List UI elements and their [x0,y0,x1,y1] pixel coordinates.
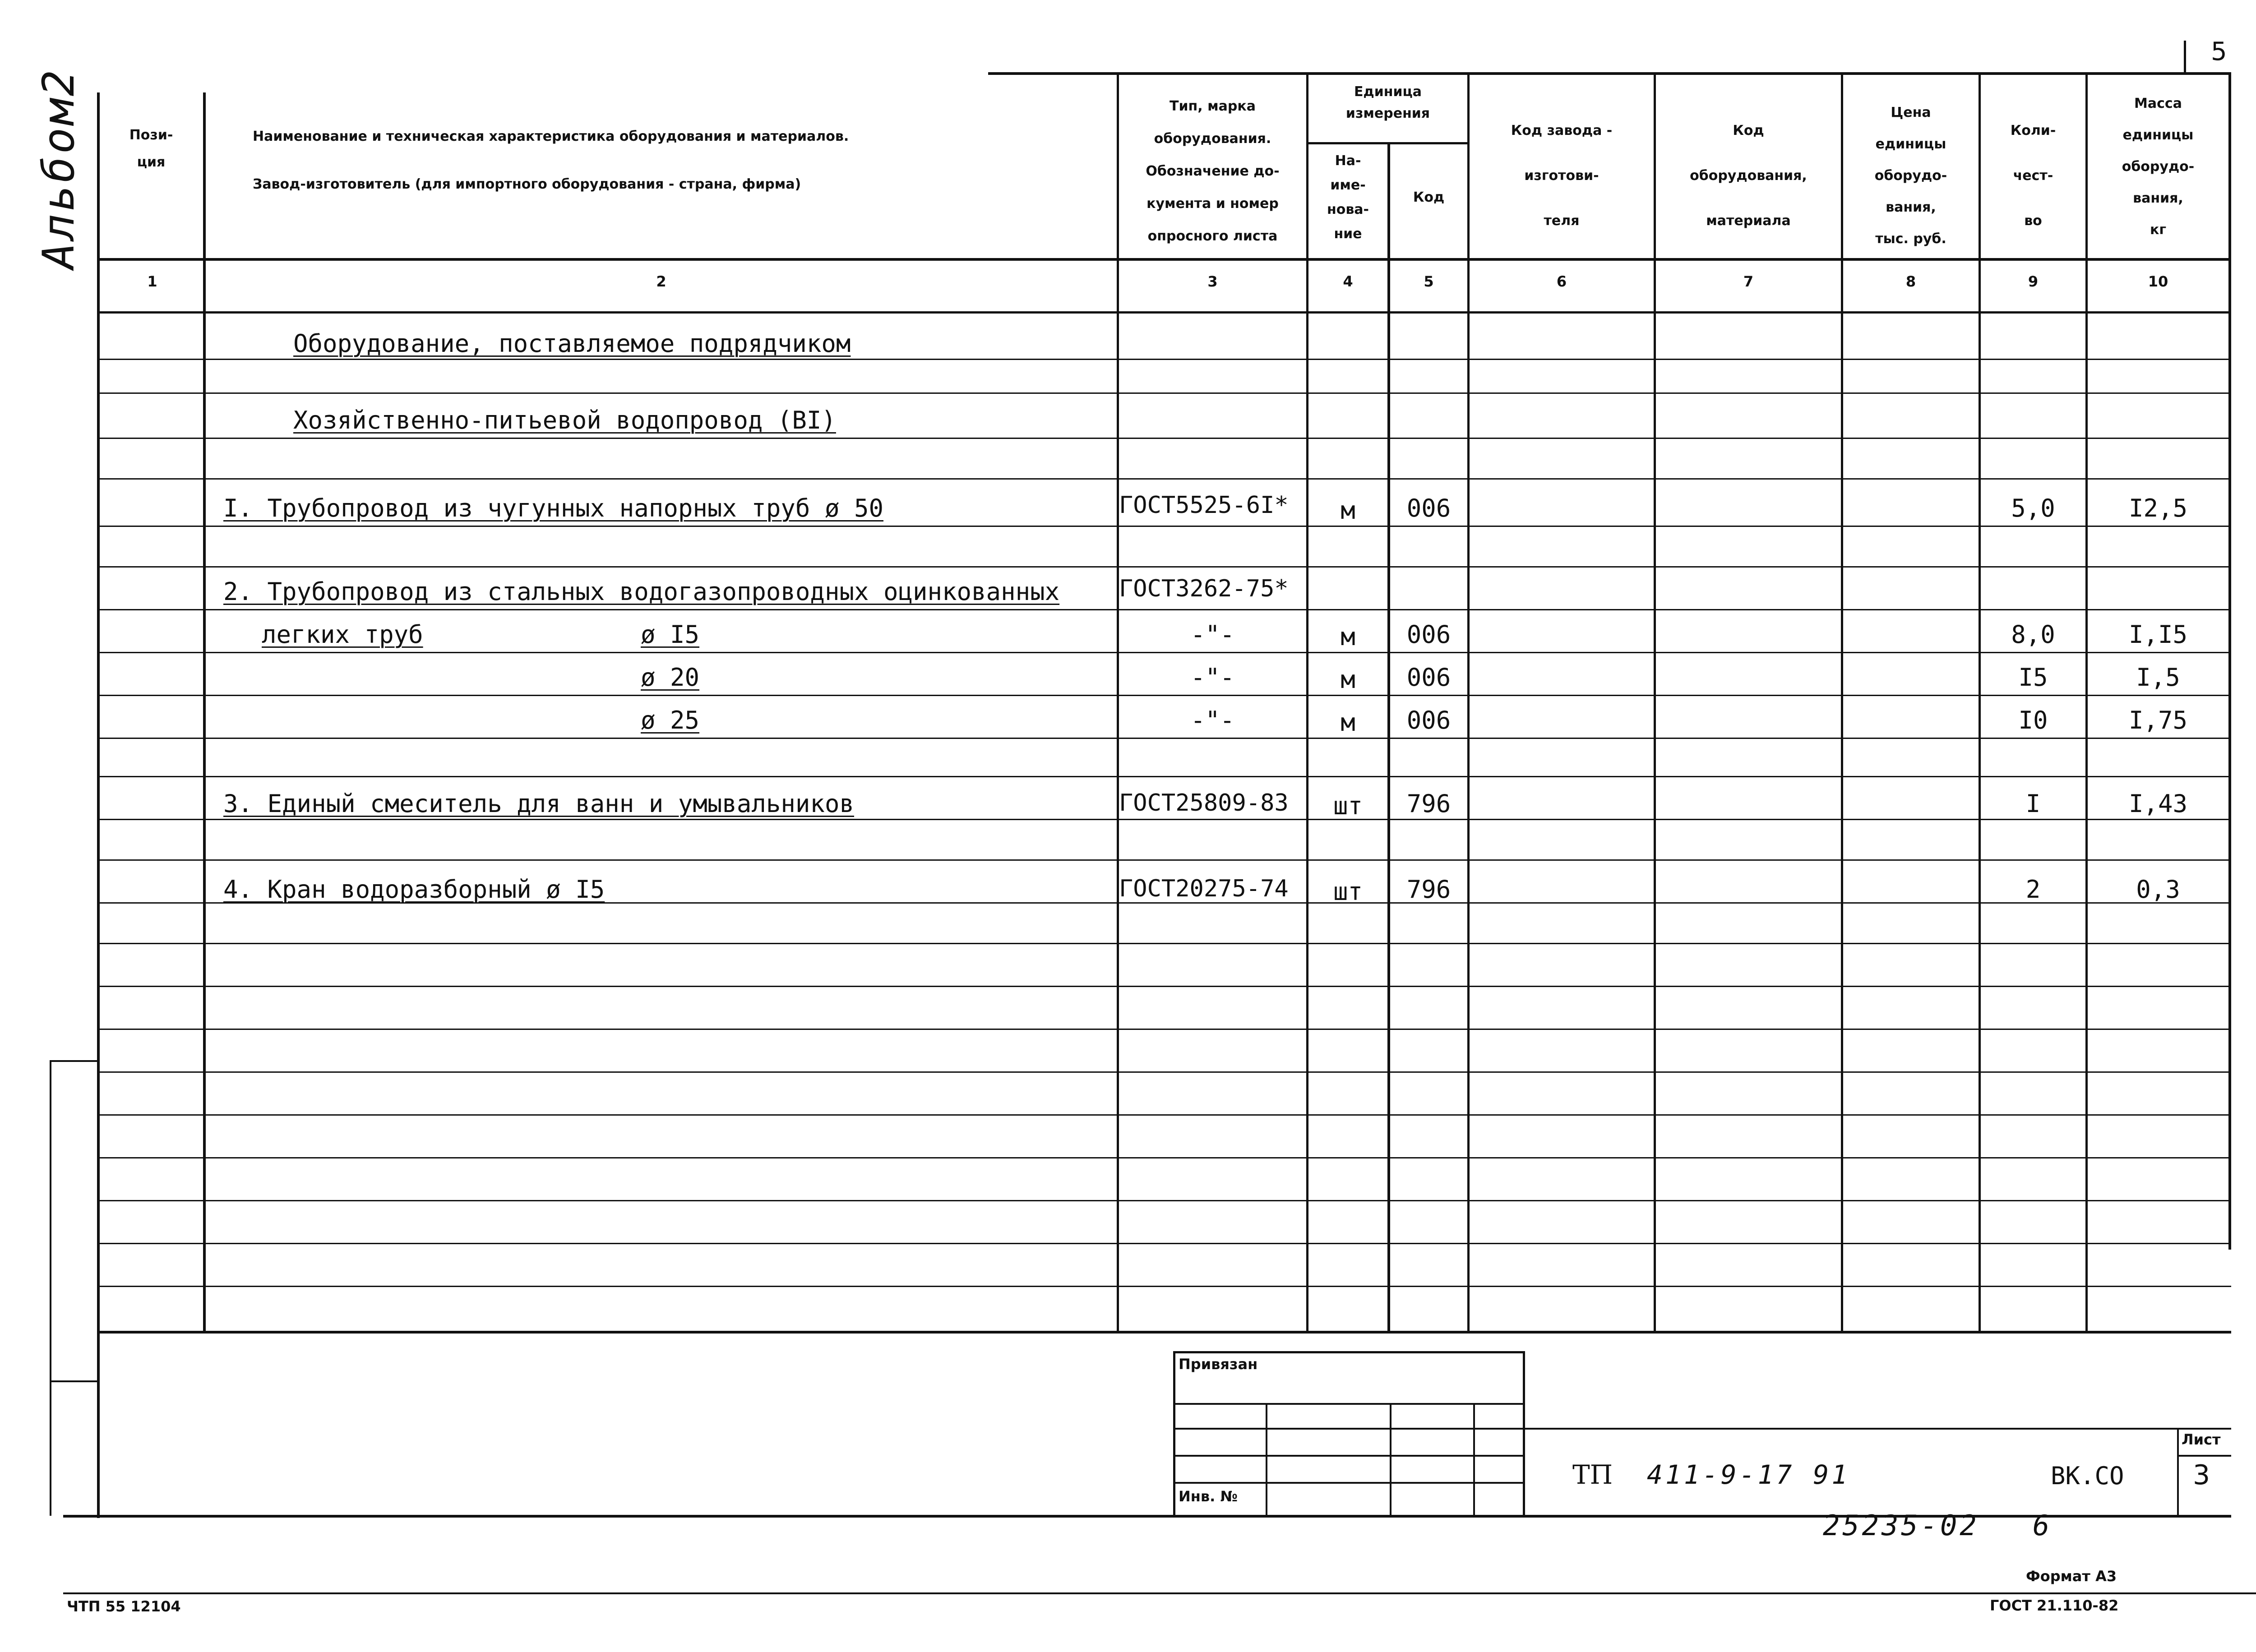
row-6-unit: шт [1333,792,1363,820]
col-number-3: 3 [1207,273,1218,290]
stamp-vline-3 [1473,1403,1475,1516]
row-3-code: 006 [1406,620,1451,649]
row-1-doc: ГОСТ5525-6I* [1119,492,1289,519]
header-mfr-code: Код завода - изготови- теля [1511,123,1613,229]
row-6-code: 796 [1406,789,1451,818]
stamp-hline-2 [1173,1428,1525,1430]
frame-left-line [97,92,100,1518]
row-5-unit: м [1341,708,1355,737]
row-3-name: легких труб [262,620,423,649]
row-rule [97,359,2231,360]
header-unit-group: Единица измерения [1345,84,1430,121]
col-line-2 [1117,74,1119,1333]
col-number-1: 1 [147,273,157,290]
row-rule [97,776,2231,777]
row-3-qty: 8,0 [2011,620,2055,649]
header-mass: Масса единицы оборудо- вания, кг [2122,96,2195,238]
title-block-top [1525,1428,2231,1430]
header-bottom-line [97,258,2231,261]
row-3-size: ø I5 [641,620,700,649]
row-rule [97,943,2231,944]
row-rule [97,859,2231,861]
row-rule [97,1157,2231,1158]
stamp-inv-label: Инв. № [1179,1488,1238,1505]
row-rule [97,738,2231,739]
archive-sheet: 6 [2033,1509,2053,1542]
row-rule [97,1114,2231,1116]
stamp-box-right [1523,1351,1525,1516]
col-number-4: 4 [1343,273,1353,290]
col-line-8 [1979,74,1981,1333]
row-4-qty: I5 [2018,663,2048,692]
row-rule [97,695,2231,696]
row-1-mass: I2,5 [2128,494,2188,522]
stamp-box-left [1173,1351,1175,1516]
stamp-vline-1 [1266,1403,1267,1516]
col-line-9 [2085,74,2088,1333]
page-number: 5 [2211,37,2227,66]
row-rule [97,1200,2231,1201]
row-rule [97,986,2231,987]
row-4-mass: I,5 [2136,663,2180,692]
side-box-top [50,1060,99,1062]
side-box-mid [50,1380,99,1382]
row-rule [97,1243,2231,1244]
row-7-doc: ГОСТ20275-74 [1119,875,1289,902]
row-3-doc: -"- [1190,620,1235,649]
row-1-code: 006 [1406,494,1451,522]
row-rule [97,392,2231,394]
row-3-unit: м [1341,623,1355,651]
footer-format: Формат А3 [2026,1568,2117,1585]
row-4-doc: -"- [1190,663,1235,692]
row-6-qty: I [2025,789,2041,818]
stamp-box-top [1173,1351,1525,1353]
project-number: 411-9-17 91 [1647,1459,1850,1490]
col-line-6 [1654,74,1656,1333]
section-title: Оборудование, поставляемое подрядчиком [293,329,851,358]
archive-number: 25235-02 [1823,1509,1979,1542]
row-1-name: I. Трубопровод из чугунных напорных труб ø 50 [223,494,883,522]
row-1-qty: 5,0 [2011,494,2055,522]
row-1-unit: м [1341,496,1355,525]
sheet-box-left [2177,1428,2179,1516]
row-6-name: 3. Единый смеситель для ванн и умывальников [223,789,854,818]
header-unit-name: На- име- нова- ние [1327,153,1369,242]
stamp-bound-label: Привязан [1179,1356,1258,1373]
header-equip-code: Код оборудования, материала [1690,123,1807,229]
col-number-2: 2 [656,273,666,290]
sheet-code: ВК.СО [2051,1462,2124,1490]
sheet-box-mid [2177,1455,2231,1457]
header-unit-code: Код [1413,189,1445,205]
header-type: Тип, марка оборудования. Обозначение до- кумента и номер опросного листа [1146,98,1280,244]
header-name: Наименование и техническая характеристика оборудования и материалов. Завод-изготовитель (для импортного оборудования - страна, фирма) [253,129,849,192]
row-2-name: 2. Трубопровод из стальных водогазопроводных оцинкованных [223,577,1060,606]
row-7-mass: 0,3 [2136,875,2180,904]
col-number-10: 10 [2148,273,2168,290]
colnum-bottom-line [97,311,2231,314]
header-price: Цена единицы оборудо- вания, тыс. руб. [1874,105,1947,247]
col-number-8: 8 [1905,273,1916,290]
row-2-doc: ГОСТ3262-75* [1119,575,1289,602]
col-number-5: 5 [1424,273,1434,290]
row-7-qty: 2 [2025,875,2041,904]
row-rule [97,438,2231,439]
col-line-7 [1841,74,1843,1333]
row-rule [97,1071,2231,1073]
col-number-7: 7 [1743,273,1754,290]
outer-bottom-line [63,1592,2256,1594]
frame-right-line [2228,72,2231,1250]
row-3-mass: I,I5 [2128,620,2188,649]
col-line-5 [1467,74,1470,1333]
row-4-size: ø 20 [641,663,700,692]
row-rule [97,526,2231,527]
row-7-unit: шт [1333,877,1363,906]
col-line-3 [1306,74,1308,1333]
row-5-qty: I0 [2018,706,2048,734]
footer-standard: ГОСТ 21.110-82 [1990,1597,2119,1614]
row-5-doc: -"- [1190,706,1235,734]
row-6-mass: I,43 [2128,789,2188,818]
stamp-hline-1 [1173,1403,1525,1405]
row-5-size: ø 25 [641,706,700,734]
header-position: Пози- ция [129,127,173,170]
row-7-code: 796 [1406,875,1451,904]
row-rule [97,566,2231,568]
row-rule [97,1286,2231,1287]
subsection-title: Хозяйственно-питьевой водопровод (BI) [293,406,836,434]
row-rule [97,1029,2231,1030]
table-bottom-line [97,1331,2231,1334]
row-4-unit: м [1341,665,1355,694]
project-prefix: ТП [1572,1459,1613,1490]
row-7-name: 4. Кран водоразборный ø I5 [223,875,605,904]
row-4-code: 006 [1406,663,1451,692]
stamp-hline-4 [1173,1482,1525,1484]
sheet-label: Лист [2182,1431,2221,1448]
stamp-hline-3 [1173,1455,1525,1457]
row-rule [97,819,2231,820]
row-5-code: 006 [1406,706,1451,734]
col-number-6: 6 [1556,273,1567,290]
page-number-box-left [2184,41,2186,72]
frame-top-line [988,72,2231,75]
col-number-9: 9 [2028,273,2039,290]
row-rule [97,478,2231,480]
row-6-doc: ГОСТ25809-83 [1119,789,1289,817]
row-5-mass: I,75 [2128,706,2188,734]
side-box-left [50,1060,51,1516]
stamp-vline-2 [1390,1403,1392,1516]
row-rule [97,609,2231,610]
album-label: Альбом2 [33,67,84,269]
footer-left: ЧТП 55 12104 [67,1598,181,1615]
sheet-number: 3 [2193,1459,2210,1491]
row-rule [97,652,2231,653]
header-qty: Коли- чест- во [2010,123,2056,229]
